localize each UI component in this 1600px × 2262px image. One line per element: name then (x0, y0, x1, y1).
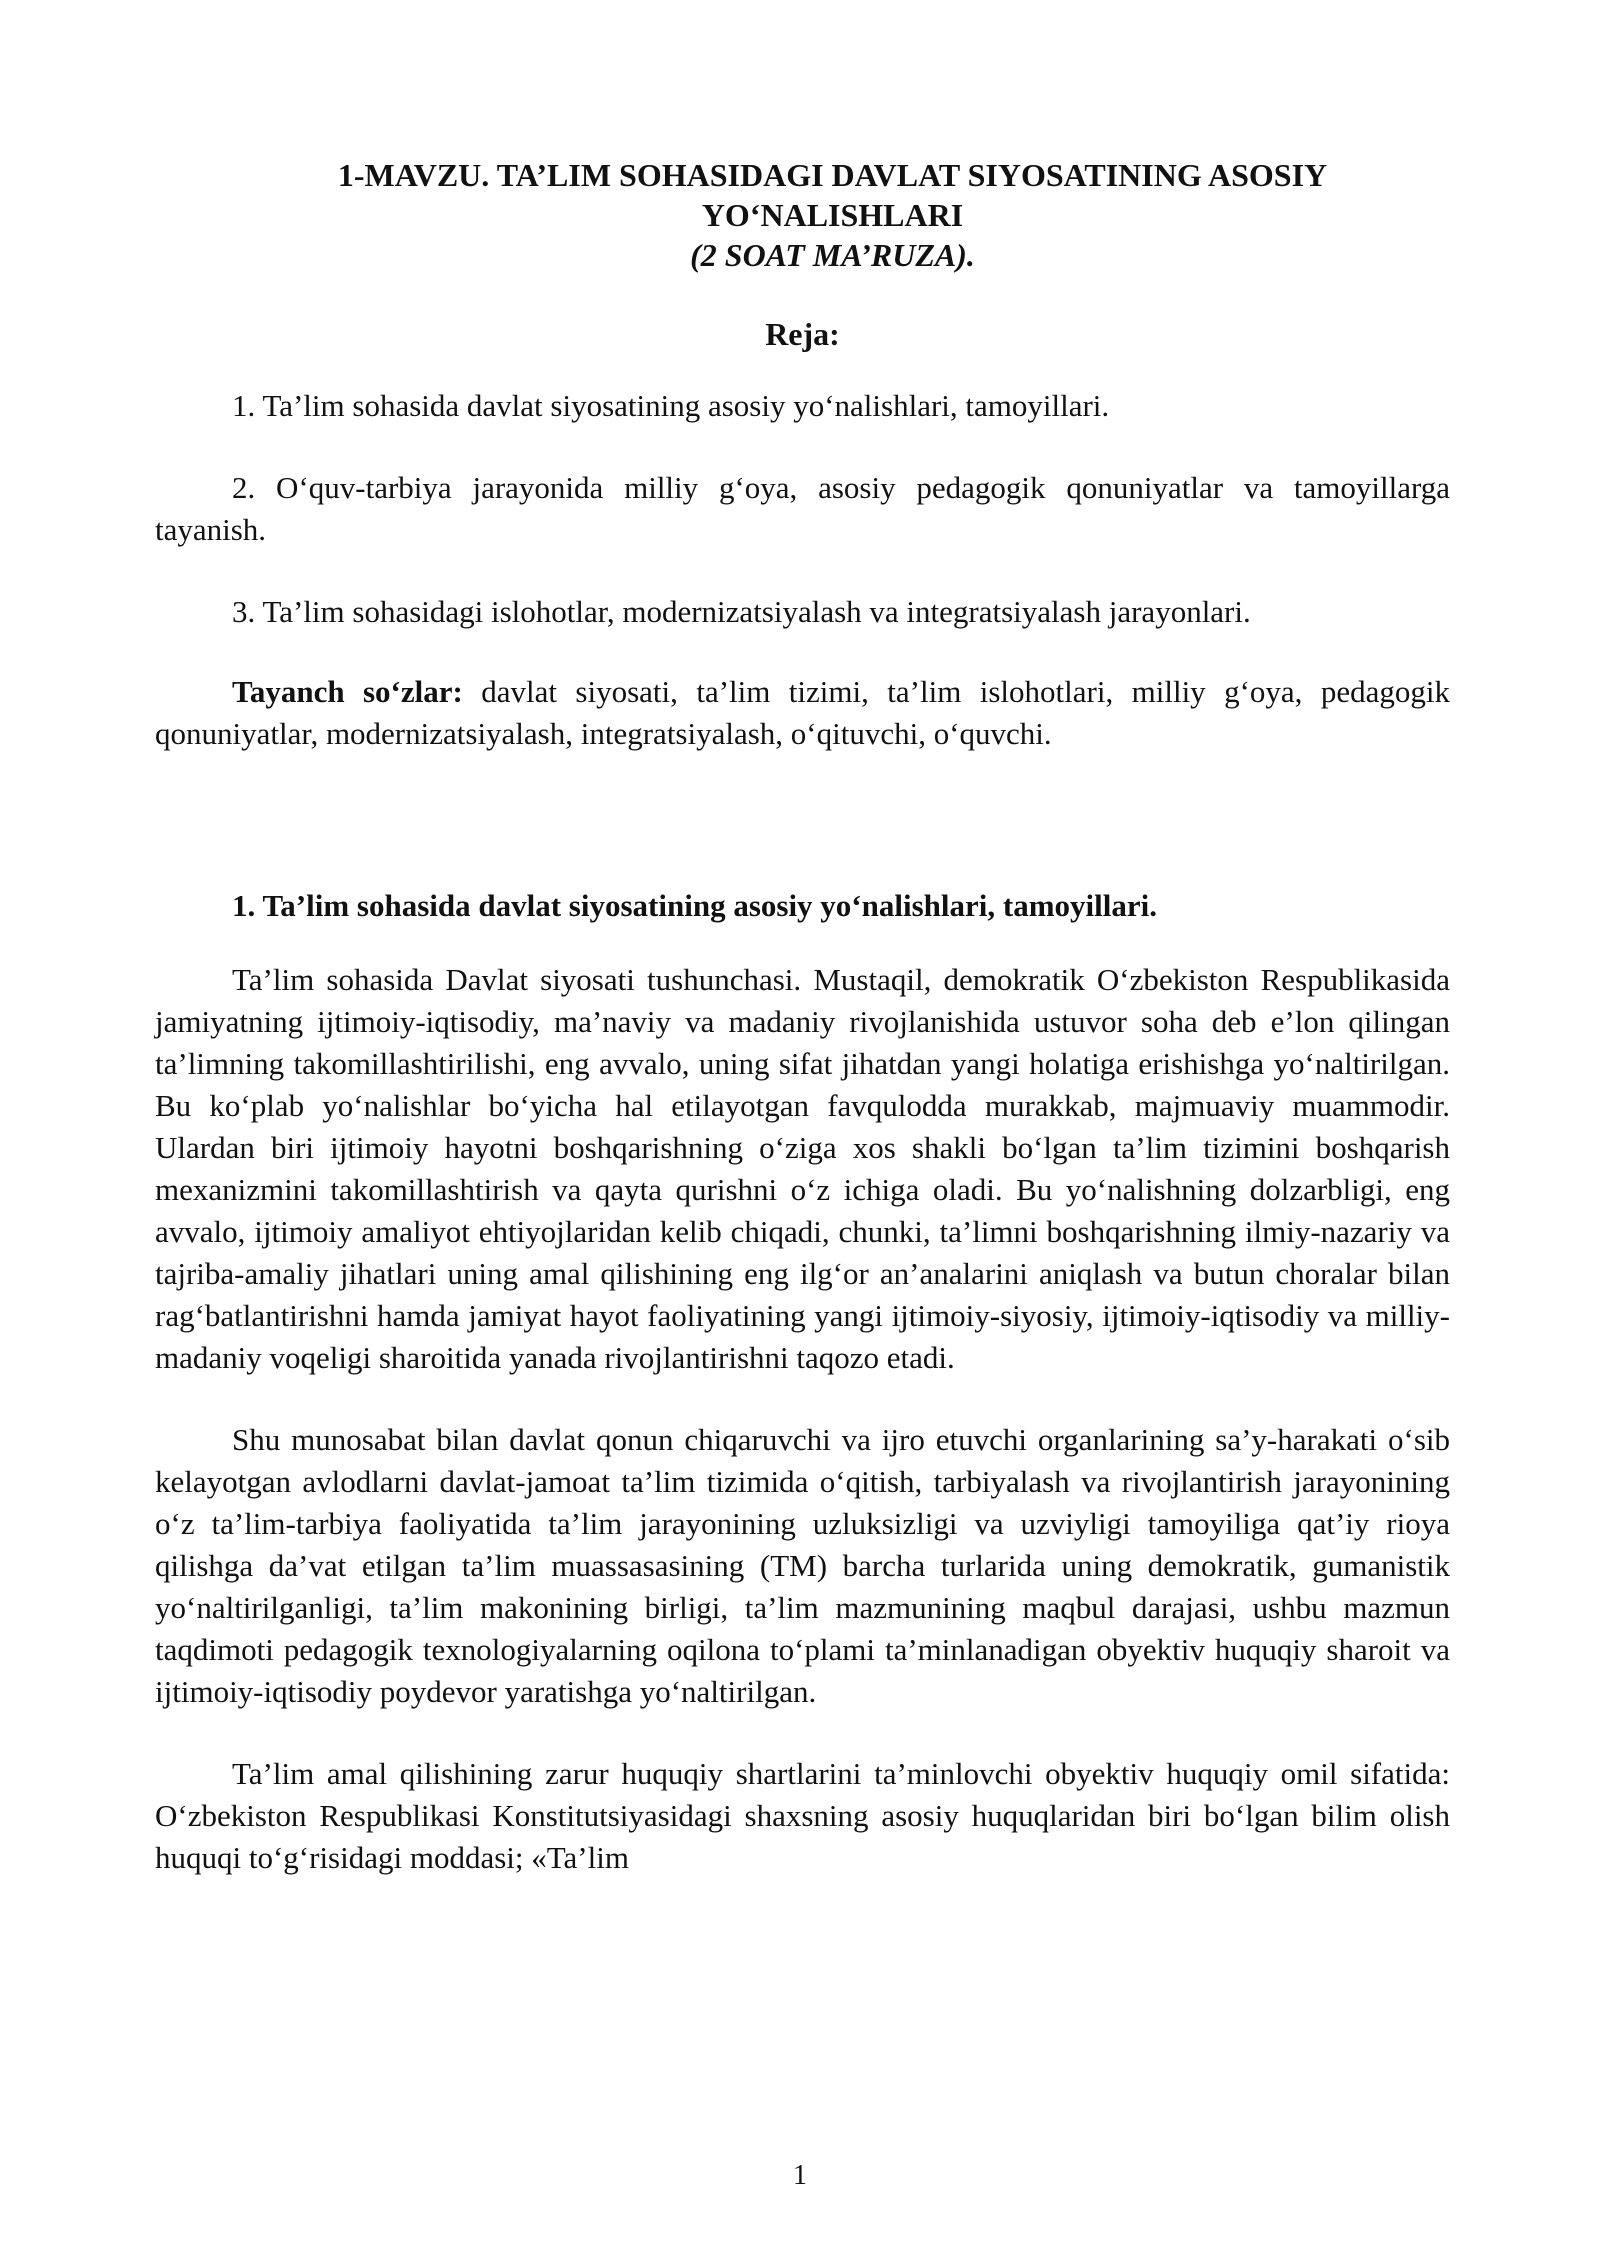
keywords-label: Tayanch so‘zlar: (232, 674, 463, 709)
plan-heading: Reja: (765, 316, 840, 352)
title-subtitle: (2 SOAT MA’RUZA). (690, 237, 975, 273)
keywords-paragraph (155, 671, 1450, 755)
title-line-2: YO‘NALISHLARI (701, 197, 964, 233)
section-heading: 1. Ta’lim sohasida davlat siyosatining asosiy yo‘nalishlari, tamoyillari. (232, 888, 1157, 923)
title-line-1: 1-MAVZU. TA’LIM SOHASIDAGI DAVLAT SIYOSATINING ASOSIY (337, 157, 1328, 193)
plan-list (155, 385, 1450, 633)
document-title (155, 155, 1450, 275)
body-paragraph: Ta’lim sohasida Davlat siyosati tushunchasi. Mustaqil, demokratik O‘zbekiston Respublikasida jamiyatning ijtimoiy-iqtisodiy, ma’naviy va madaniy rivojlanishida ustuvor soha deb e’lon qilingan ta’limning takomillashtirilishi, eng avvalo, uning sifat jihatdan yangi holatiga erishishga yo‘naltirilgan. Bu ko‘plab yo‘nalishlar bo‘yicha hal etilayotgan favqulodda murakkab, majmuaviy muammodir. Ulardan biri ijtimoiy hayotni boshqarishning o‘ziga xos shakli bo‘lgan ta’lim tizimini boshqarish mexanizmini takomillashtirish va qayta qurishni o‘z ichiga oladi. Bu yo‘nalishning dolzarbligi, eng avvalo, ijtimoiy amaliyot ehtiyojlaridan kelib chiqadi, chunki, ta’limni boshqarishning ilmiy-nazariy va tajriba-amaliy jihatlari uning amal qilishining eng ilg‘or an’analarini aniqlash va butun choralar bilan rag‘batlantirishni hamda jamiyat hayot faoliyatining yangi ijtimoiy-siyosiy, ijtimoiy-iqtisodiy va milliy-madaniy voqeligi sharoitida yanada rivojlantirishni taqozo etadi. (155, 962, 1450, 1375)
plan-item: 3. Ta’lim sohasidagi islohotlar, modernizatsiyalash va integratsiyalash jarayonlari. (232, 594, 1251, 629)
page-number: 1 (793, 2160, 807, 2191)
body-paragraph: Shu munosabat bilan davlat qonun chiqaruvchi va ijro etuvchi organlarining sa’y-harakati o‘sib kelayotgan avlodlarni davlat-jamoat ta’lim tizimida o‘qitish, tarbiyalash va rivojlantirish jarayonining o‘z ta’lim-tarbiya faoliyatida ta’lim jarayonining uzluksizligi va uzviyligi tamoyiliga qat’iy rioya qilishga da’vat etilgan ta’lim muassasasining (TM) barcha turlarida uning demokratik, gumanistik yo‘naltirilganligi, ta’lim makonining birligi, ta’lim mazmunining maqbul darajasi, ushbu mazmun taqdimoti pedagogik texnologiyalarning oqilona to‘plami ta’minlanadigan obyektiv huquqiy sharoit va ijtimoiy-iqtisodiy poydevor yaratishga yo‘naltirilgan. (155, 1422, 1450, 1709)
section-body (155, 959, 1450, 1879)
plan-item: 2. O‘quv-tarbiya jarayonida milliy g‘oya, asosiy pedagogik qonuniyatlar va tamoyillarga tayanish. (155, 470, 1450, 547)
body-paragraph: Ta’lim amal qilishining zarur huquqiy shartlarini ta’minlovchi obyektiv huquqiy omil sifatida: O‘zbekiston Respublikasi Konstitutsiyasidagi shaxsning asosiy huquqlaridan biri bo‘lgan bilim olish huquqi to‘g‘risidagi moddasi; «Ta’lim (155, 1756, 1450, 1875)
document-page (155, 155, 1450, 1879)
plan-item: 1. Ta’lim sohasida davlat siyosatining asosiy yo‘nalishlari, tamoyillari. (232, 388, 1110, 423)
keywords-text: davlat siyosati, ta’lim tizimi, ta’lim islohotlari, milliy g‘oya, pedagogik qonuniyatlar, modernizatsiyalash, integratsiyalash, o‘qituvchi, o‘quvchi. (155, 674, 1450, 751)
